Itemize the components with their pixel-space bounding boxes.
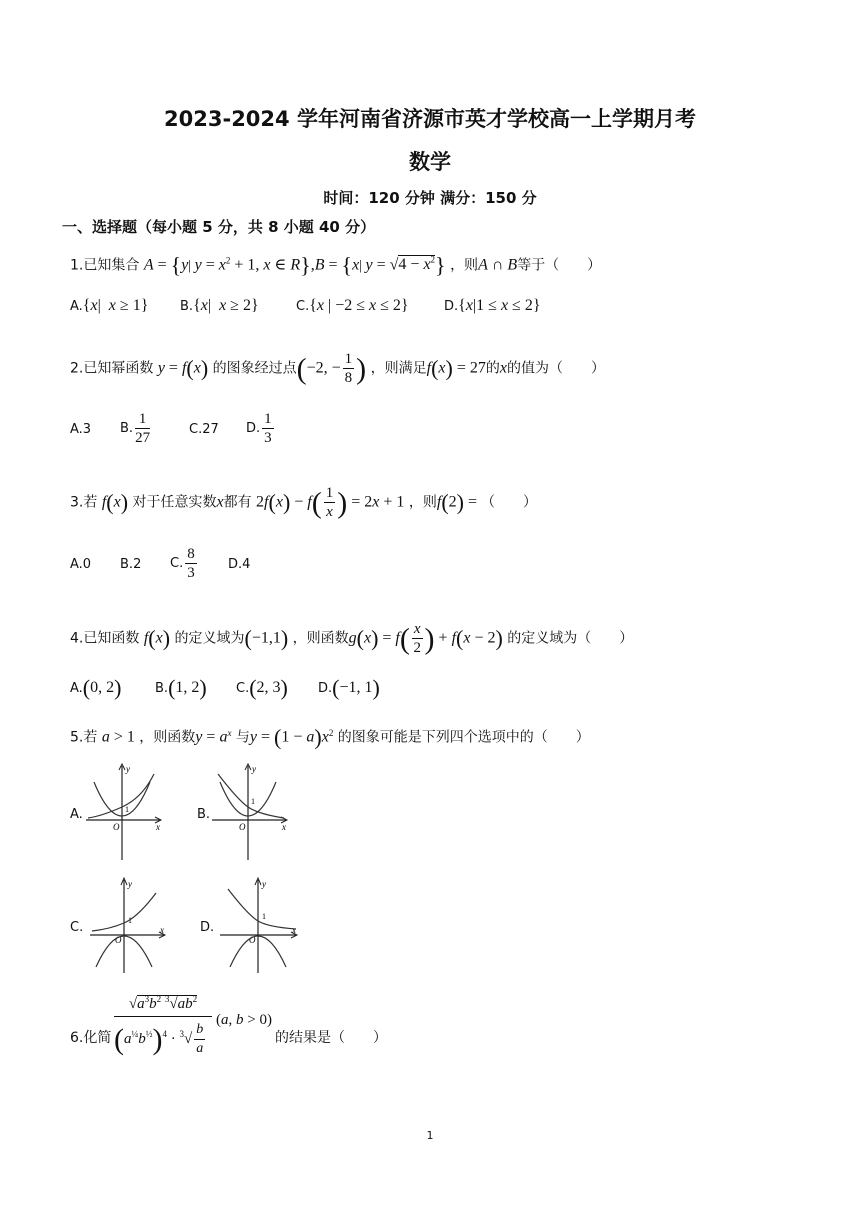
q4-option-c: C.(2, 3) [236,675,288,700]
svg-text:O: O [113,822,120,832]
q5-graph-b [208,760,293,865]
page-number: 1 [426,1129,434,1142]
question-5: 5.若 a > 1 ，则函数$y = a^x$ 与$y = (1 - a)x^2$ 的图象可能是下列四个选项中的（ ） [70,724,590,750]
svg-text:y: y [252,764,256,774]
q5-graph-d [216,875,301,975]
svg-text:1: 1 [251,797,255,806]
q4-option-d: D.(−1, 1) [318,675,380,700]
svg-text:y: y [126,764,130,774]
svg-text:y: y [128,879,132,889]
section-heading: 一、选择题（每小题 5 分，共 8 小题 40 分） [62,218,376,236]
question-1: 1.已知集合 A = {y| $y = x^2 + 1$, x ∈ R},B = {x| $y = √4 - x^2$} ，则A ∩ B等于（ ） [70,252,602,278]
q5-option-a-label: A. [70,807,83,822]
question-4: 4.已知函数 f(x) 的定义域为(−1,1) ，则函数g(x) = f( $\frac{x}{2}$ ) + f(x − 2) 的定义域为（ ） [70,621,634,656]
q5-option-d-label: D. [200,920,215,935]
exam-subject: 数学 [409,150,451,174]
q3-option-d: D.4 [228,557,251,572]
q5-graph-a [82,760,167,865]
svg-text:O: O [239,822,246,832]
q4-option-b: B.(1, 2) [155,675,207,700]
svg-text:x: x [160,925,164,935]
svg-text:1: 1 [262,912,266,921]
q5-graph-c [86,875,171,975]
svg-text:y: y [262,879,266,889]
svg-text:x: x [292,925,296,935]
q2-option-c: C.27 [189,422,219,437]
svg-text:x: x [282,822,286,832]
q3-option-c: C. $\frac{8}{3}$ [170,546,195,581]
svg-text:O: O [115,935,122,945]
svg-text:x: x [156,822,160,832]
q5-option-c-label: C. [70,920,84,935]
question-6-expression: $√a^3b^2$ $^3√ab^2$ $(a^{\frac{1}{4}}b^{\frac{1}{2}})^4 \cdot ^3√$ $\frac{b}{a}$ (a, b > 0) [114,994,272,1056]
question-6-lead: 6.化简 [70,1030,112,1046]
exam-time-info: 时间：120 分钟 满分：150 分 [323,189,537,207]
q1-option-b: B.{x| x ≥ 2} [180,297,259,314]
exam-title: 2023-2024 学年河南省济源市英才学校高一上学期月考 [164,107,696,131]
q3-option-b: B.2 [120,557,142,572]
q2-option-a: A.3 [70,422,92,437]
q1-option-a: A.{x| x ≥ 1} [70,297,149,314]
question-2: 2.已知幂函数 y = f(x) 的图象经过点(−2, − $\frac{1}{8}$ ) ，则满足f(x) = 27的x的值为（ ） [70,351,605,386]
q1-option-c: C.{x | −2 ≤ x ≤ 2} [296,297,409,314]
question-6-end: 的结果是（ ） [275,1030,387,1046]
svg-text:1: 1 [125,805,129,814]
q5-option-b-label: B. [197,807,211,822]
svg-text:1: 1 [128,916,132,925]
q2-option-d: D. $\frac{1}{3}$ [246,411,272,446]
q2-option-b: B. $\frac{1}{27}$ [120,411,151,446]
q4-option-a: A.(0, 2) [70,675,122,700]
q1-option-d: D.{x|1 ≤ x ≤ 2} [444,297,541,314]
svg-text:O: O [249,935,256,945]
q3-option-a: A.0 [70,557,92,572]
question-3: 3.若 f(x) 对于任意实数x都有 2f(x) − f( $\frac{1}{x}$ ) = 2x + 1 ，则f(2) = （ ） [70,485,538,520]
